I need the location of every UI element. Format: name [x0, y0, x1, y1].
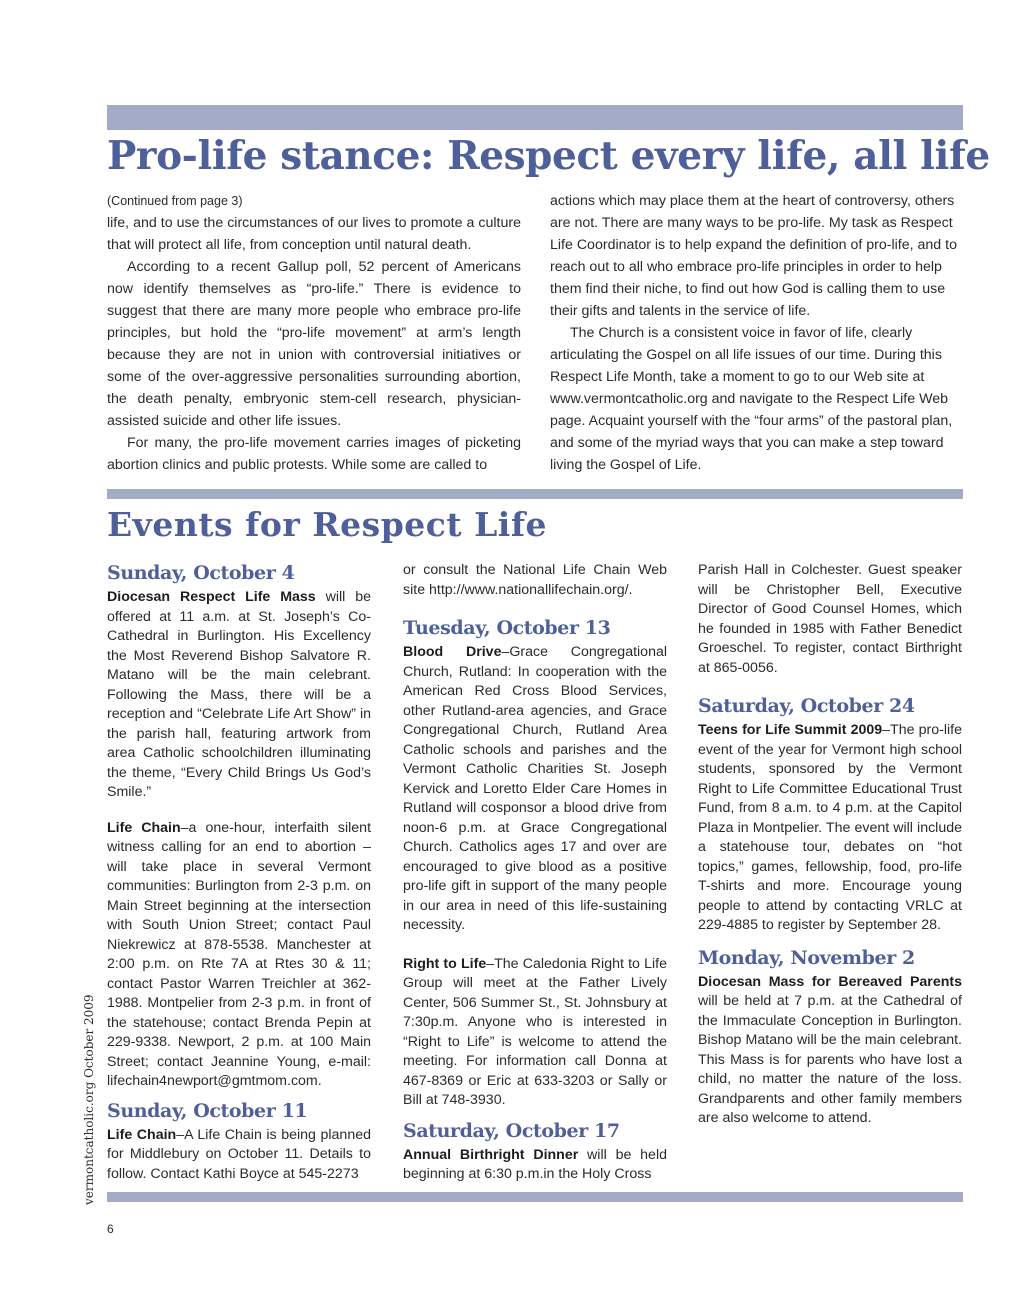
events-title: Events for Respect Life	[107, 505, 548, 544]
event-date-heading: Saturday, October 17	[403, 1119, 620, 1142]
continued-note: (Continued from page 3)	[107, 194, 243, 208]
events-column-1	[107, 561, 371, 1184]
footer-rule	[107, 1192, 963, 1202]
event-item	[698, 721, 962, 936]
article-paragraph: life, and to use the circumstances of our lives to promote a culture that will protect all life, from conception until natural death.	[107, 215, 521, 253]
event-text: –A Life Chain is being planned for Middlebury on October 11. Details to follow. Contact Kathi Boyce at 545-2273	[107, 1126, 371, 1182]
article-paragraph: For many, the pro-life movement carries images of picketing abortion clinics and public protests. While some are called to	[107, 435, 521, 473]
event-date-heading: Monday, November 2	[698, 946, 915, 969]
sidebar-site-date: vermontcatholic.org October 2009	[82, 994, 96, 1205]
event-date-heading: Saturday, October 24	[698, 695, 915, 717]
event-name: Life Chain	[107, 1126, 177, 1143]
event-text: –The Caledonia Right to Life Group will meet at the Father Lively Center, 506 Summer St., St. Johnsbury at 7:30p.m. Anyone who is interested in “Right to Life” is welcome to attend the meeting. For information call Donna at 467-8369 or Eric at 633-3203 or Sally or Bill at 748-3930.	[403, 955, 667, 1108]
article-left-column	[107, 190, 521, 476]
section-rule	[107, 489, 963, 499]
event-item: Parish Hall in Colchester. Guest speaker will be Christopher Bell, Executive Director of Good Counsel Homes, which he founded in 1985 with Father Benedict Groeschel. To register, contact Birthright at 865-0056.	[698, 562, 962, 676]
event-item	[403, 955, 667, 1111]
event-text: will be held at 7 p.m. at the Cathedral of the Immaculate Conception in Burlington. Bishop Matano will be the main celebrant. This Mass is for parents who have lost a child, no matter the nature of the loss. Grandparents and other family members are also welcome to attend.	[698, 993, 962, 1126]
event-name: Right to Life	[403, 955, 487, 972]
events-column-2	[403, 561, 667, 1185]
article-paragraph: The Church is a consistent voice in favor of life, clearly articulating the Gospel on all life issues of our time. During this Respect Life Month, take a moment to go to our Web site at www.vermontcatholic.org and navigate to the Respect Life Web page. Acquaint yourself with the “four arms” of the pastoral plan, and some of the myriad ways that you can make a step toward living the Gospel of Life.	[550, 325, 953, 473]
event-item: or consult the National Life Chain Web site http://www.nationallifechain.org/.	[403, 562, 667, 598]
event-text: –The pro-life event of the year for Vermont high school students, sponsored by the Vermont Right to Life Committee Educational Trust Fund, from 8 a.m. to 4 p.m. at the Capitol Plaza in Montpelier. The event will include a statehouse tour, debates on “hot topics,” games, fellowship, food, pro-life T-shirts and more. Encourage young people to attend by contacting VRLC at 229-4885 to register by September 28.	[698, 722, 962, 933]
event-name: Blood Drive	[403, 644, 502, 660]
header-rule	[107, 105, 963, 130]
event-item	[403, 1146, 667, 1185]
event-text: will be held beginning at 6:30 p.m.in the Holy Cross	[403, 1146, 667, 1182]
event-date-heading: Sunday, October 11	[107, 1099, 308, 1122]
event-date-heading: Tuesday, October 13	[403, 617, 611, 639]
event-name: Diocesan Mass for Bereaved Parents	[698, 973, 962, 990]
event-name: Teens for Life Summit 2009	[698, 722, 883, 738]
event-text: –a one-hour, interfaith silent witness calling for an end to abortion – will take place in several Vermont communities: Burlington from 2-3 p.m. on Main Street beginning at the intersection with South Union Street; contact Paul Niekrewicz at 878-5538. Manchester at 2:00 p.m. on Rte 7A at Rtes 30 & 11; contact Pastor Warren Treichler at 362-1988. Montpelier from 2-3 p.m. in front of the statehouse; contact Brenda Pepin at 229-9338. Newport, 2 p.m. at 100 Main Street; contact Jeannine Young, e-mail: lifechain4newport@gmtmom.com.	[107, 819, 372, 1089]
event-item	[107, 819, 371, 1092]
article-paragraph: actions which may place them at the heart of controversy, others are not. There are many ways to be pro-life. My task as Respect Life Coordinator is to help expand the definition of pro-life, and to reach out to all who embrace pro-life principles in order to help them find their niche, to find out how God is calling them to use their gifts and talents in the service of life.	[550, 193, 957, 319]
event-item	[698, 973, 962, 1129]
event-date-heading: Sunday, October 4	[107, 562, 295, 584]
event-item	[107, 588, 371, 803]
article-right-column	[550, 190, 962, 476]
event-name: Life Chain	[107, 819, 181, 836]
event-name: Annual Birthright Dinner	[403, 1146, 579, 1163]
events-column-3	[698, 561, 962, 1129]
event-text: –Grace Congregational Church, Rutland: In cooperation with the American Red Cross Blood Services, other Rutland-area agencies, and Grace Congregational Church, Rutland Area Catholic schools and parishes and the Vermont Catholic Charities St. Joseph Kervick and Loretto Elder Care Homes in Rutland will cosponsor a blood drive from noon-6 p.m. at Grace Congregational Church. Catholics ages 17 and over are encouraged to give blood as a positive pro-life gift in support of the many people in our area in need of this life-sustaining necessity.	[403, 644, 668, 933]
event-text: will be offered at 11 a.m. at St. Joseph’s Co-Cathedral in Burlington. His Excellency the Most Reverend Bishop Salvatore R. Matano will be the main celebrant. Following the Mass, there will be a reception and “Celebrate Life Art Show” in the parish hall, featuring artwork from area Catholic schoolchildren illuminating the theme, “Every Child Brings Us God’s Smile.”	[107, 589, 371, 800]
article-paragraph: According to a recent Gallup poll, 52 percent of Americans now identify themselves as “pro-life.” There is evidence to suggest that there are many more people who embrace pro-life principles, but hold the “pro-life movement” at arm’s length because they are not in union with controversial initiatives or some of the over-aggressive personalities surrounding abortion, the death penalty, embryonic stem-cell research, physician-assisted suicide and other life issues.	[107, 259, 521, 429]
event-item	[403, 643, 667, 936]
article-title: Pro-life stance: Respect every life, all life	[107, 133, 990, 179]
event-item	[107, 1126, 371, 1185]
page-number: 6	[107, 1222, 114, 1236]
event-name: Diocesan Respect Life Mass	[107, 589, 316, 605]
